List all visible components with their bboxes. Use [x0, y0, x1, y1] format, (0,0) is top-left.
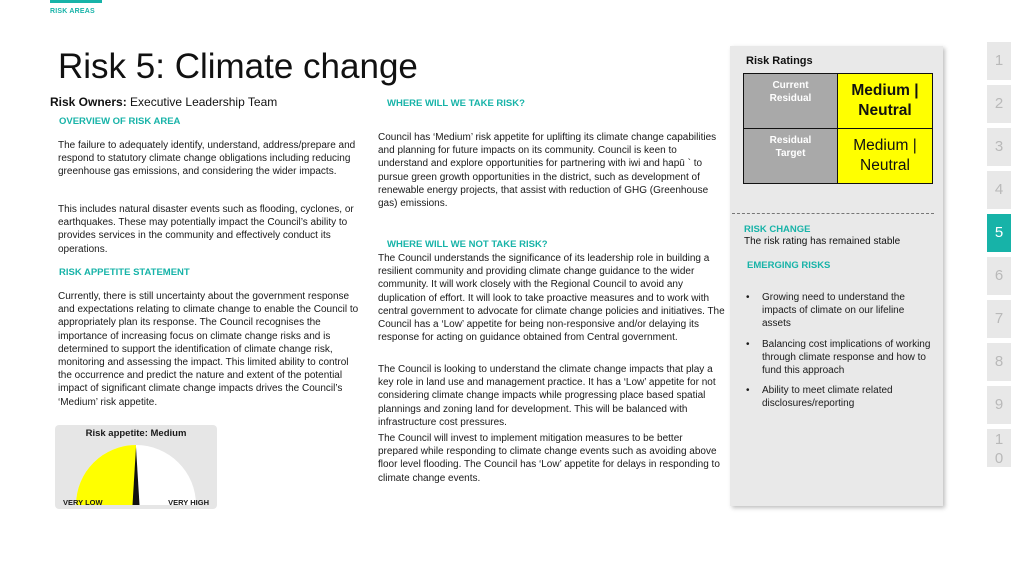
target-value-line-2: Neutral: [860, 157, 910, 174]
page-tab-label-bottom: 0: [994, 450, 1004, 467]
page-tab-label: 9: [994, 396, 1004, 413]
risk-change-heading: RISK CHANGE: [744, 224, 811, 235]
section-tag: RISK AREAS: [50, 8, 95, 15]
risk-owners-label: Risk Owners:: [50, 95, 127, 109]
page-tab-4[interactable]: [987, 171, 1011, 209]
page-tab-label: 2: [994, 95, 1004, 112]
current-residual-row: [744, 74, 933, 129]
not-take-risk-paragraph-1: The Council understands the significance of its leadership role in building a resilient community and providing climate change guidance to the wider community. It will work closely with the Regional Council to avoid any duplication of effort. It will look to take proactive measures and to work with central government to advocate for climate change policies and initiatives. The Council has a ‘Low’ appetite for being non-responsive and/or delaying its response for acting on guidance obtained from Central government.: [378, 253, 725, 344]
current-label-line-2: Residual: [769, 93, 812, 104]
emerging-risk-item: • Ability to meet climate related disclosures/reporting: [744, 384, 934, 410]
risk-ratings-panel: [730, 46, 943, 506]
gauge-graphic: [55, 425, 217, 509]
page-tab-3[interactable]: [987, 128, 1011, 166]
page-tab-label: 5: [994, 224, 1004, 241]
residual-target-row: [744, 129, 933, 184]
page-tab-5[interactable]: [987, 214, 1011, 252]
gauge-high-label: VERY HIGH: [168, 498, 209, 507]
overview-paragraph-1: The failure to adequately identify, understand, address/prepare and respond to statutory climate change obligations including reducing greenhouse gas emissions, and considering the wider impacts.: [58, 140, 356, 178]
page-tab-label: 7: [994, 310, 1004, 327]
residual-target-value: [838, 129, 933, 184]
current-residual-value: [838, 74, 933, 129]
current-value-line-2: Neutral: [858, 102, 912, 119]
risk-appetite-gauge: [55, 425, 217, 509]
page-title: Risk 5: Climate change: [58, 47, 418, 86]
gauge-title: Risk appetite: Medium: [85, 428, 187, 439]
page-tab-10[interactable]: [987, 429, 1011, 467]
emerging-risk-item: • Growing need to understand the impacts of climate on our lifeline assets: [744, 291, 934, 331]
target-value-line-1: Medium |: [853, 137, 917, 154]
gauge-fill: [76, 445, 136, 505]
panel-divider: [732, 213, 934, 214]
page-tab-7[interactable]: [987, 300, 1011, 338]
emerging-risks-list: [744, 291, 934, 418]
appetite-statement-text: Currently, there is still uncertainty about the government response and expectations relating to climate change to enable the Council to appropriately plan its response. The Council recognises the importance of increasing focus on climate change risks and is determined to support the identification of climate change risk, monitoring and assessing the impact. This limited ability to control the occurrence and predict the nature and extent of the potential impact of significant climate change impacts drives the Council’s ‘Medium’ risk appetite.: [58, 291, 359, 408]
gauge-low-label: VERY LOW: [63, 498, 103, 507]
overview-paragraph-2: This includes natural disaster events such as flooding, cyclones, or earthquakes. These may potentially impact the Council’s ability to provides services in the community and effectively conduct its operations.: [58, 204, 354, 255]
page-tab-8[interactable]: [987, 343, 1011, 381]
appetite-statement-heading: RISK APPETITE STATEMENT: [59, 267, 190, 278]
page-tab-label: 4: [994, 181, 1004, 198]
page-tab-6[interactable]: [987, 257, 1011, 295]
page-tab-9[interactable]: [987, 386, 1011, 424]
not-take-risk-paragraph-2: The Council is looking to understand the climate change impacts that play a key role in land use and management practice. It has a ‘Low’ appetite for not considering climate change impacts while progressing place based spatial plannings and zoning land for development. This will be balanced with infrastructure cost pressures.: [378, 364, 716, 428]
risk-ratings-title: Risk Ratings: [746, 55, 813, 67]
not-take-risk-heading: WHERE WILL WE NOT TAKE RISK?: [387, 239, 548, 250]
current-value-line-1: Medium |: [851, 82, 919, 99]
target-label-line-2: Target: [775, 148, 806, 159]
page-tab-label: 6: [994, 267, 1004, 284]
page-tab-label: 8: [994, 353, 1004, 370]
not-take-risk-paragraph-3: The Council will invest to implement mitigation measures to be better prepared while responding to climate change events such as avoiding above floor level flooding. The Council has ‘Low’ appetite for delays in responding to climate change events.: [378, 433, 720, 484]
page-tab-label-top: 1: [994, 431, 1004, 448]
risk-owners: [50, 95, 277, 109]
risk-change-text: The risk rating has remained stable: [744, 236, 901, 247]
residual-target-label: [744, 129, 838, 184]
take-risk-text: Council has ‘Medium’ risk appetite for uplifting its climate change capabilities and planning for future impacts on its community. Council is keen to understand and explore opportunities for partnering with iwi and hapū ` to pursue green growth opportunities in the district, such as development of renewable energy projects, that assist with reduction of GHG (Greenhouse gas) emissions.: [378, 132, 717, 210]
risk-ratings-table: [743, 73, 933, 184]
page-tab-1[interactable]: [987, 42, 1011, 80]
overview-heading: OVERVIEW OF RISK AREA: [59, 116, 181, 127]
emerging-risks-heading: EMERGING RISKS: [747, 260, 831, 271]
take-risk-heading: WHERE WILL WE TAKE RISK?: [387, 98, 525, 109]
risk-owners-value: Executive Leadership Team: [126, 95, 278, 109]
current-residual-label: [744, 74, 838, 129]
target-label-line-1: Residual: [769, 135, 812, 146]
page-tab-label: 3: [994, 138, 1004, 155]
page-tab-2[interactable]: [987, 85, 1011, 123]
page-tab-label: 1: [994, 52, 1004, 69]
emerging-risk-item: • Balancing cost implications of working through climate response and how to fund this approach: [744, 338, 934, 378]
top-accent-bar: [50, 0, 102, 3]
current-label-line-1: Current: [772, 80, 809, 91]
